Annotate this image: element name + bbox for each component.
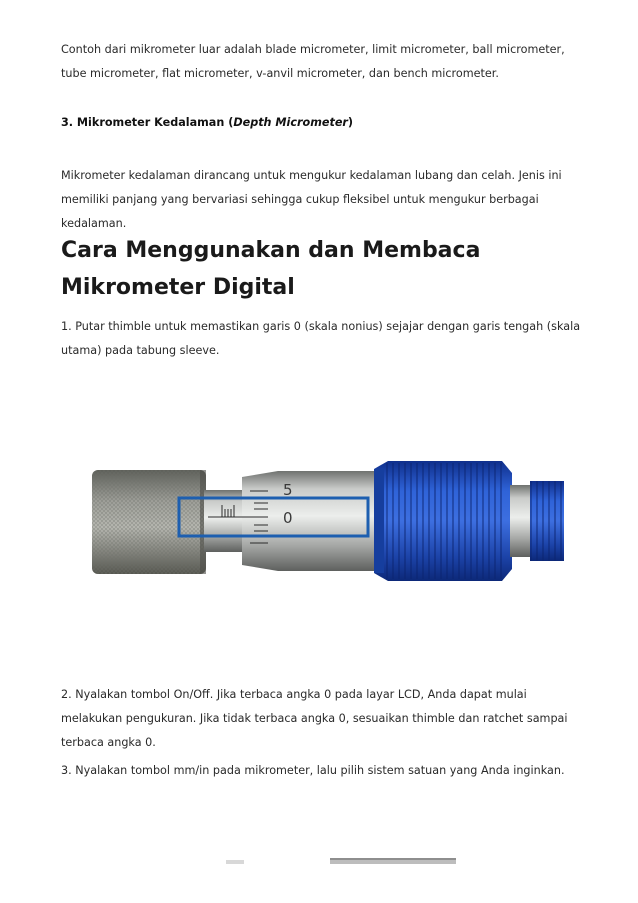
subheading-prefix: 3. Mikrometer Kedalaman ( [61, 116, 234, 129]
section-heading: Cara Menggunakan dan Membaca Mikrometer Digital [61, 238, 481, 300]
scale-number-5: 5 [283, 481, 293, 499]
step-1-text: 1. Putar thimble untuk memastikan garis 0 (skala nonius) sejajar dengan garis tengah (skala utama) pada tabung sleeve. [61, 320, 581, 357]
subheading-suffix: ) [347, 116, 354, 129]
subheading-italic: Depth Micrometer [233, 116, 348, 129]
step-3-text: 3. Nyalakan tombol mm/in pada mikrometer, lalu pilih sistem satuan yang Anda inginkan. [61, 764, 565, 777]
subheading-depth-micrometer [61, 116, 353, 129]
cropped-image-edge [226, 855, 456, 865]
paragraph-outside-micrometer-examples: Contoh dari mikrometer luar adalah blade micrometer, limit micrometer, ball micrometer, tube micrometer, flat micrometer, v-anvil micrometer, dan bench micrometer. [61, 43, 565, 80]
scale-number-0: 0 [283, 509, 293, 527]
micrometer-illustration [92, 455, 564, 583]
step-2-text: 2. Nyalakan tombol On/Off. Jika terbaca angka 0 pada layar LCD, Anda dapat mulai melakukan pengukuran. Jika tidak terbaca angka 0, sesuaikan thimble dan ratchet sampai terbaca angka 0. [61, 688, 568, 749]
paragraph-depth-micrometer: Mikrometer kedalaman dirancang untuk mengukur kedalaman lubang dan celah. Jenis ini memiliki panjang yang bervariasi sehingga cukup fleksibel untuk mengukur berbagai kedalaman. [61, 169, 562, 230]
second-image-top-edge [226, 850, 456, 860]
micrometer-image [92, 455, 564, 583]
